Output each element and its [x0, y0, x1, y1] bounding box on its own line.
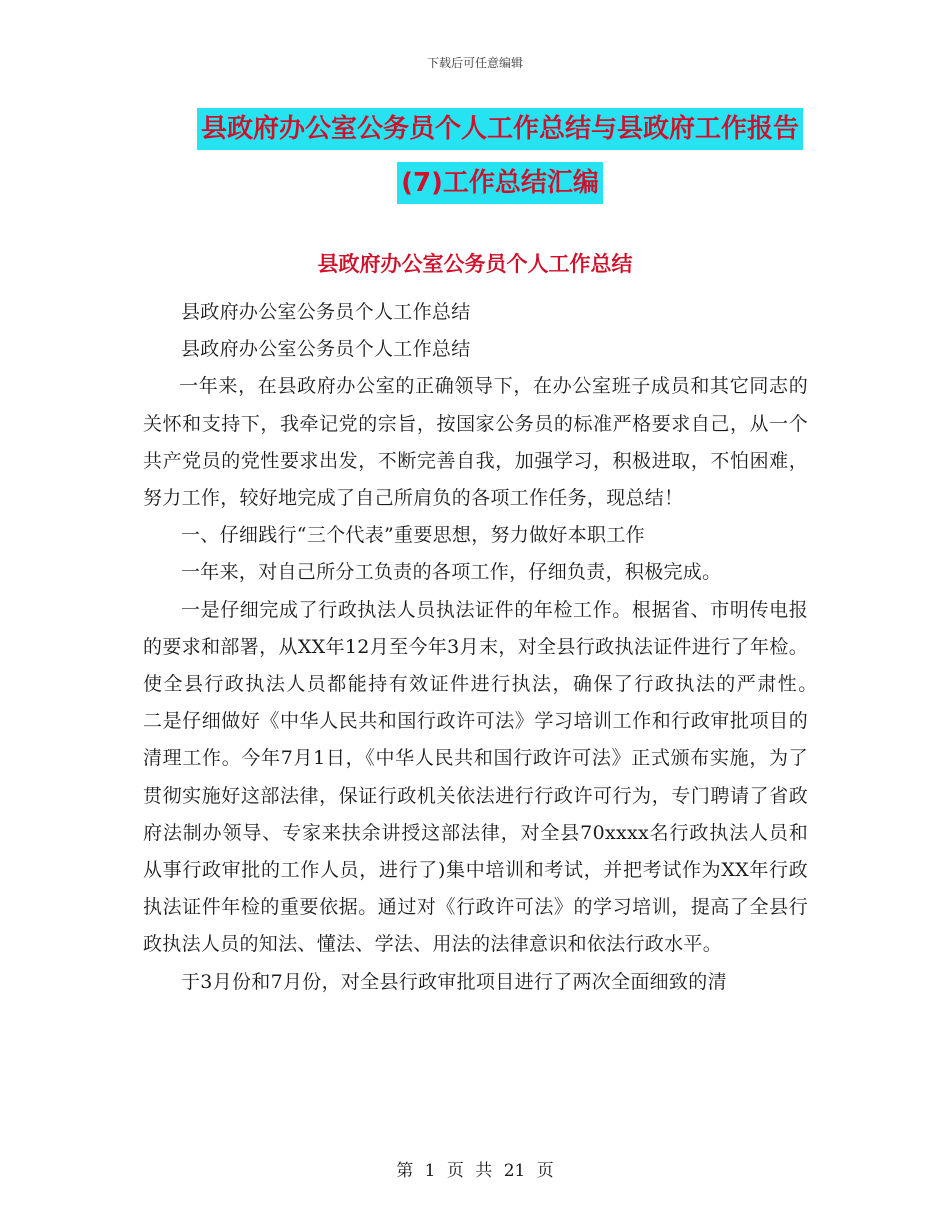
- paragraph: 于3月份和7月份，对全县行政审批项目进行了两次全面细致的清: [181, 970, 727, 993]
- paragraph: 一是仔细完成了行政执法人员执法证件的年检工作。根据省、市明传电报的要求和部署，从XX年12月至今年3月末，对全县行政执法证件进行了年检。使全县行政执法人员都能持有效证件进行执法，确保了行政执法的严肃性。 二是仔细做好《中华人民共和国行政许可法》学习培训工作和行政审批项目的清理工作。今年7月1日，《中华人民共和国行政许可法》正式颁布实施，为了贯彻实施好这部法律，保证行政机关依法进行行政许可行为，专门聘请了省政府法制办领导、专家来扶余讲授这部法律，对全县70xxxx名行政执法人员和从事行政审批的工作人员，进行了)集中培训和考试，并把考试作为XX年行政执法证件年检的重要依据。通过对《行政许可法》的学习培训，提高了全县行政执法人员的知法、懂法、学法、用法的法律意识和依法行政水平。: [143, 598, 847, 956]
- paragraph: 县政府办公室公务员个人工作总结: [181, 338, 471, 361]
- section-heading: 县政府办公室公务员个人工作总结: [317, 252, 633, 276]
- document-title: [150, 108, 850, 216]
- paragraph: 县政府办公室公务员个人工作总结: [181, 301, 471, 323]
- title-line-1: 县政府办公室公务员个人工作总结与县政府工作报告: [197, 108, 803, 150]
- document-body: [143, 294, 847, 1001]
- paragraph: 一年来，在县政府办公室的正确领导下，在办公室班子成员和其它同志的关怀和支持下，我牵记党的宗旨，按国家公务员的标准严格要求自己，从一个共产党员的党性要求出发，不断完善自我，加强学习，积极进取，不怕困难，努力工作，较好地完成了自己所肩负的各项工作任务，现总结！: [143, 375, 808, 510]
- page-footer: 第 1 页 共 21 页: [396, 1161, 554, 1181]
- paragraph: 一、仔细践行“三个代表”重要思想，努力做好本职工作: [181, 524, 645, 547]
- header-note: 下载后可任意编辑: [426, 56, 523, 70]
- paragraph: 一年来，对自己所分工负责的各项工作，仔细负责，积极完成。: [181, 561, 722, 584]
- title-line-2: (7)工作总结汇编: [397, 162, 603, 204]
